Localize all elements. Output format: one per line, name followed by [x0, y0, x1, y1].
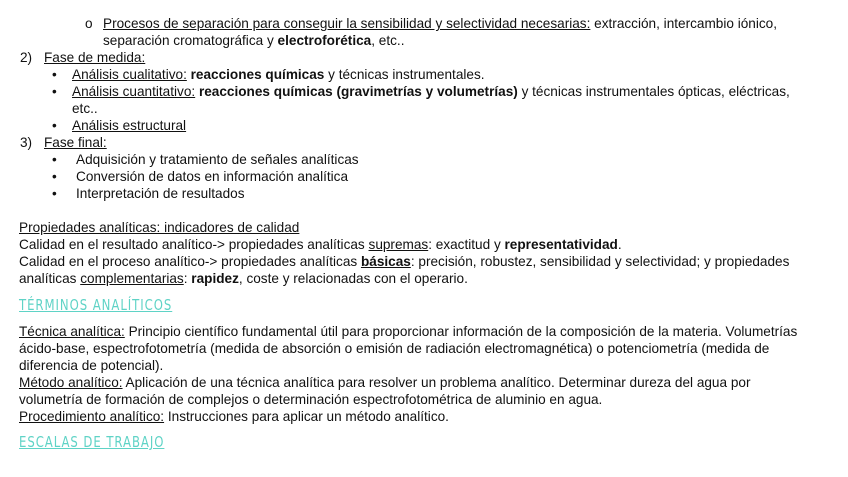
text-line: [72, 100, 98, 117]
bold-text: reacciones químicas (gravimetrías y volumetrías): [195, 84, 518, 99]
underlined-text: complementarias: [80, 271, 184, 286]
underlined-text: Fase de medida:: [44, 50, 146, 65]
list-number: 2): [20, 50, 33, 65]
text-line: [19, 219, 299, 236]
bold-underlined-text: básicas: [360, 254, 411, 269]
text: ácido-base, espectrofotometría (medida de absorción o emisión de radiación electromagnética) o potenciometría (medida de: [19, 341, 770, 356]
bold-text: representatividad: [504, 237, 618, 252]
text-line: [19, 357, 163, 374]
text-line: [19, 253, 789, 270]
text: : precisión, robustez, sensibilidad y selectividad; y propiedades: [410, 254, 790, 269]
text-line: [103, 15, 777, 32]
underlined-text: Propiedades analíticas: indicadores de calidad: [19, 220, 300, 235]
text: y técnicas instrumentales ópticas, eléctricas,: [517, 84, 790, 99]
list-number: 3): [20, 135, 33, 150]
text-line: [72, 83, 790, 100]
underlined-text: Procedimiento analítico:: [19, 409, 165, 424]
text-line: [44, 134, 107, 151]
underlined-text: Técnica analítica:: [19, 324, 125, 339]
section-heading: ESCALAS DE TRABAJO: [19, 433, 165, 451]
text: Calidad en el proceso analítico-> propiedades analíticas: [19, 254, 361, 269]
bold-text: rapidez: [191, 271, 239, 286]
text: Instrucciones para aplicar un método analítico.: [164, 409, 449, 424]
underlined-text: supremas: [368, 237, 429, 252]
text-line: [76, 185, 245, 202]
text: etc..: [72, 101, 98, 116]
text: , etc..: [371, 33, 405, 48]
list-bullet: •: [52, 84, 57, 99]
underlined-text: Análisis cualitativo:: [72, 67, 187, 82]
text: extracción, intercambio iónico,: [590, 16, 778, 31]
text: Calidad en el resultado analítico-> propiedades analíticas: [19, 237, 369, 252]
text-line: [44, 49, 145, 66]
text: Aplicación de una técnica analítica para resolver un problema analítico. Determinar dureza del agua por: [122, 375, 751, 390]
text: :: [183, 271, 192, 286]
section-heading: TÉRMINOS ANALÍTICOS: [19, 296, 173, 314]
text-line: [72, 66, 485, 83]
text-line: [19, 408, 449, 425]
bold-text: electroforética: [277, 33, 372, 48]
underlined-text: Procesos de separación para conseguir la sensibilidad y selectividad necesarias:: [103, 16, 591, 31]
list-bullet: •: [52, 118, 57, 133]
list-bullet: •: [52, 152, 57, 167]
text: separación cromatográfica y: [103, 33, 278, 48]
text-line: [19, 270, 468, 287]
list-bullet: o: [85, 16, 93, 31]
text: y técnicas instrumentales.: [324, 67, 485, 82]
text: Interpretación de resultados: [76, 186, 245, 201]
list-bullet: •: [52, 169, 57, 184]
bold-text: reacciones químicas: [186, 67, 325, 82]
text-line: [19, 323, 797, 340]
text: .: [617, 237, 622, 252]
text: , coste y relacionadas con el operario.: [238, 271, 468, 286]
text-line: [103, 32, 404, 49]
text: volumetría de formación de complejos o determinación espectrofotométrica de aluminio en agua.: [19, 392, 603, 407]
text-line: [19, 236, 622, 253]
underlined-text: Fase final:: [44, 135, 107, 150]
text: : exactitud y: [428, 237, 505, 252]
list-bullet: •: [52, 186, 57, 201]
text-line: [76, 168, 348, 185]
text: Conversión de datos en información analítica: [76, 169, 349, 184]
underlined-text: Análisis cuantitativo:: [72, 84, 196, 99]
underlined-text: Método analítico:: [19, 375, 123, 390]
text: diferencia de potencial).: [19, 358, 164, 373]
text: Principio científico fundamental útil para proporcionar información de la composición de la materia. Volumetrías: [124, 324, 798, 339]
text-line: [19, 374, 750, 391]
underlined-text: Análisis estructural: [72, 118, 187, 133]
text-line: [72, 117, 186, 134]
text-line: [19, 340, 769, 357]
text-line: [19, 391, 602, 408]
text: Adquisición y tratamiento de señales analíticas: [76, 152, 359, 167]
text: analíticas: [19, 271, 81, 286]
list-bullet: •: [52, 67, 57, 82]
text-line: [76, 151, 359, 168]
